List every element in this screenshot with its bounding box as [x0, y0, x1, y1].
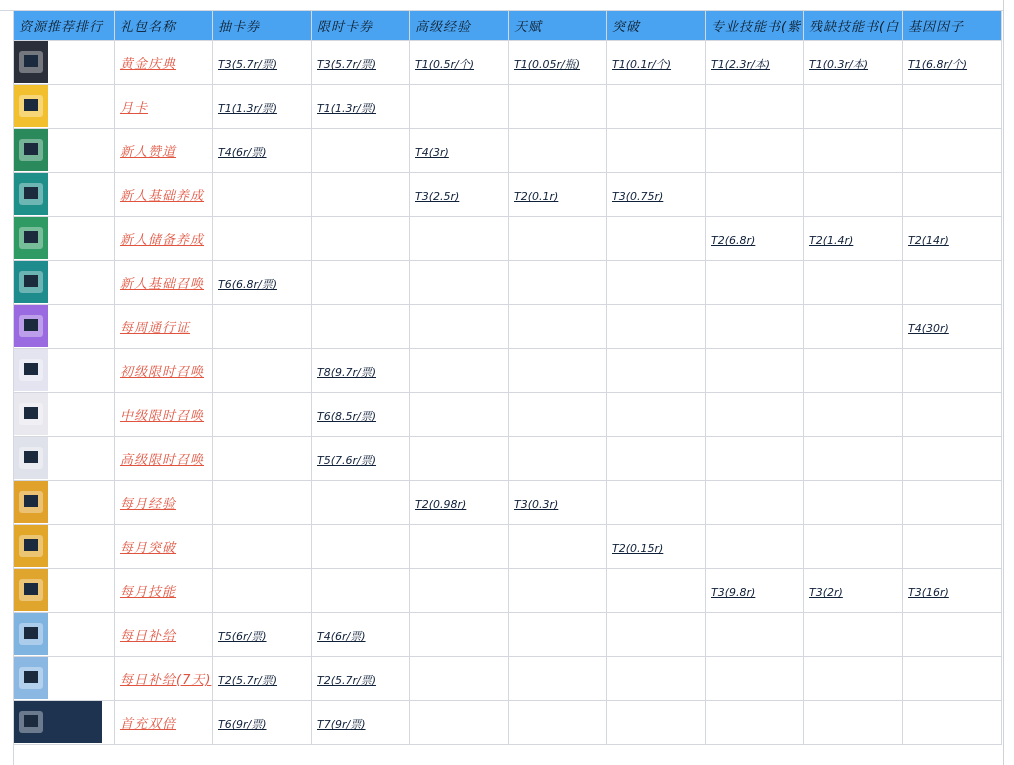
- value-text: T3(5.7r/票): [317, 58, 377, 71]
- value-cell[interactable]: [213, 173, 312, 217]
- value-cell[interactable]: [509, 569, 607, 613]
- value-cell[interactable]: [213, 41, 312, 85]
- value-cell[interactable]: [607, 613, 706, 657]
- value-text: T3(5.7r/票): [218, 58, 278, 71]
- value-cell[interactable]: [804, 569, 903, 613]
- table-row: [14, 261, 1002, 305]
- value-cell[interactable]: [607, 393, 706, 437]
- pack-name-link[interactable]: 月卡: [120, 101, 149, 116]
- value-cell[interactable]: [410, 569, 509, 613]
- monthly-card-icon: [14, 85, 48, 127]
- value-cell[interactable]: [607, 129, 706, 173]
- value-text: T6(9r/票): [218, 718, 267, 731]
- thumbnail-cell[interactable]: [14, 393, 115, 437]
- gift-box-icon: [14, 525, 48, 567]
- thumbnail-cell[interactable]: [14, 349, 115, 393]
- value-cell[interactable]: [509, 701, 607, 745]
- gift-box-icon: [14, 129, 48, 171]
- value-cell[interactable]: [410, 701, 509, 745]
- value-text: T3(2.5r): [415, 190, 460, 203]
- value-cell[interactable]: [509, 261, 607, 305]
- value-cell[interactable]: [607, 349, 706, 393]
- table-row: [14, 569, 1002, 613]
- row-header-gutter: [0, 10, 14, 765]
- pack-name-link[interactable]: 新人储备养成: [120, 233, 205, 248]
- supply-pack-icon: [14, 657, 48, 699]
- thumbnail-cell[interactable]: [14, 613, 115, 657]
- thumbnail-cell[interactable]: [14, 305, 115, 349]
- value-text: T2(5.7r/票): [218, 674, 278, 687]
- value-cell[interactable]: [706, 173, 804, 217]
- value-cell[interactable]: [509, 85, 607, 129]
- value-cell[interactable]: [509, 657, 607, 701]
- value-cell[interactable]: [804, 481, 903, 525]
- value-cell[interactable]: [312, 129, 410, 173]
- value-cell[interactable]: [607, 261, 706, 305]
- value-text: T5(7.6r/票): [317, 454, 377, 467]
- value-cell[interactable]: [607, 657, 706, 701]
- value-text: T3(16r): [908, 586, 949, 599]
- pack-name-cell[interactable]: [115, 217, 213, 261]
- value-cell[interactable]: [607, 85, 706, 129]
- value-text: T6(6.8r/票): [218, 278, 278, 291]
- value-cell[interactable]: [410, 349, 509, 393]
- value-cell[interactable]: [706, 393, 804, 437]
- value-cell[interactable]: [410, 217, 509, 261]
- column-header[interactable]: 礼包名称: [115, 11, 213, 41]
- value-cell[interactable]: [213, 85, 312, 129]
- value-cell[interactable]: [312, 173, 410, 217]
- value-cell[interactable]: [903, 701, 1002, 745]
- value-cell[interactable]: [706, 41, 804, 85]
- value-cell[interactable]: [509, 613, 607, 657]
- value-cell[interactable]: [410, 613, 509, 657]
- pack-name-link[interactable]: 每日补给: [120, 629, 177, 644]
- pack-name-cell[interactable]: [115, 525, 213, 569]
- value-cell[interactable]: [312, 657, 410, 701]
- value-text: T1(1.3r/票): [317, 102, 377, 115]
- value-cell[interactable]: [213, 481, 312, 525]
- value-cell[interactable]: [509, 437, 607, 481]
- value-cell[interactable]: [607, 41, 706, 85]
- value-text: T2(6.8r): [711, 234, 756, 247]
- pack-name-cell[interactable]: [115, 481, 213, 525]
- value-cell[interactable]: [706, 437, 804, 481]
- value-cell[interactable]: [804, 129, 903, 173]
- gift-pack-table: [13, 10, 1002, 745]
- pack-name-link[interactable]: 每日补给(7天): [120, 673, 212, 688]
- thumbnail-cell[interactable]: [14, 85, 115, 129]
- thumbnail-cell[interactable]: [14, 437, 115, 481]
- table-row: [14, 217, 1002, 261]
- value-cell[interactable]: [903, 41, 1002, 85]
- pack-name-cell[interactable]: [115, 569, 213, 613]
- value-cell[interactable]: [903, 261, 1002, 305]
- value-cell[interactable]: [804, 525, 903, 569]
- pack-name-cell[interactable]: [115, 613, 213, 657]
- value-cell[interactable]: [706, 305, 804, 349]
- value-cell[interactable]: [804, 217, 903, 261]
- value-cell[interactable]: [410, 393, 509, 437]
- value-text: T2(0.98r): [415, 498, 467, 511]
- value-text: T8(9.7r/票): [317, 366, 377, 379]
- pack-name-cell[interactable]: [115, 393, 213, 437]
- pack-name-link[interactable]: 首充双倍: [120, 717, 177, 732]
- pack-name-link[interactable]: 每月经验: [120, 497, 177, 512]
- table-row: [14, 41, 1002, 85]
- value-cell[interactable]: [213, 393, 312, 437]
- column-header[interactable]: 残缺技能书(白: [804, 11, 903, 41]
- value-cell[interactable]: [607, 173, 706, 217]
- value-cell[interactable]: [804, 261, 903, 305]
- pack-name-cell[interactable]: [115, 701, 213, 745]
- value-cell[interactable]: [804, 613, 903, 657]
- thumbnail-cell[interactable]: [14, 525, 115, 569]
- value-cell[interactable]: [312, 261, 410, 305]
- gift-box-icon: [14, 217, 48, 259]
- value-text: T4(6r/票): [218, 146, 267, 159]
- value-cell[interactable]: [903, 217, 1002, 261]
- value-cell[interactable]: [706, 129, 804, 173]
- value-text: T3(0.75r): [612, 190, 664, 203]
- column-header[interactable]: 突破: [607, 11, 706, 41]
- value-cell[interactable]: [410, 261, 509, 305]
- value-cell[interactable]: [607, 701, 706, 745]
- value-cell[interactable]: [509, 305, 607, 349]
- value-cell[interactable]: [804, 305, 903, 349]
- value-cell[interactable]: [213, 217, 312, 261]
- value-cell[interactable]: [509, 173, 607, 217]
- value-cell[interactable]: [213, 657, 312, 701]
- pack-name-cell[interactable]: [115, 349, 213, 393]
- column-header[interactable]: 抽卡券: [213, 11, 312, 41]
- pack-name-cell[interactable]: [115, 437, 213, 481]
- gift-box-icon: [14, 173, 48, 215]
- pack-name-link[interactable]: 中级限时召唤: [120, 409, 205, 424]
- column-header[interactable]: 专业技能书(紫: [706, 11, 804, 41]
- value-text: T7(9r/票): [317, 718, 366, 731]
- value-text: T3(0.3r): [514, 498, 559, 511]
- value-cell[interactable]: [410, 173, 509, 217]
- value-cell[interactable]: [312, 481, 410, 525]
- value-cell[interactable]: [509, 129, 607, 173]
- banner-icon: [14, 701, 102, 743]
- value-cell[interactable]: [312, 349, 410, 393]
- table-row: [14, 393, 1002, 437]
- value-text: T5(6r/票): [218, 630, 267, 643]
- value-cell[interactable]: [213, 261, 312, 305]
- value-cell[interactable]: [213, 437, 312, 481]
- gift-box-icon: [14, 261, 48, 303]
- table-row: [14, 437, 1002, 481]
- pack-name-cell[interactable]: [115, 85, 213, 129]
- value-cell[interactable]: [410, 85, 509, 129]
- value-cell[interactable]: [213, 525, 312, 569]
- value-text: T2(5.7r/票): [317, 674, 377, 687]
- gift-box-icon: [14, 569, 48, 611]
- pack-name-cell[interactable]: [115, 173, 213, 217]
- value-cell[interactable]: [903, 525, 1002, 569]
- column-header[interactable]: 高级经验: [410, 11, 509, 41]
- table-row: [14, 701, 1002, 745]
- value-cell[interactable]: [706, 569, 804, 613]
- value-cell[interactable]: [312, 305, 410, 349]
- thumbnail-cell[interactable]: [14, 173, 115, 217]
- value-cell[interactable]: [903, 349, 1002, 393]
- table-row: [14, 85, 1002, 129]
- table-row: [14, 481, 1002, 525]
- value-text: T3(2r): [809, 586, 843, 599]
- value-cell[interactable]: [312, 701, 410, 745]
- value-cell[interactable]: [213, 701, 312, 745]
- value-cell[interactable]: [410, 129, 509, 173]
- value-cell[interactable]: [312, 41, 410, 85]
- value-cell[interactable]: [706, 261, 804, 305]
- value-cell[interactable]: [903, 657, 1002, 701]
- value-cell[interactable]: [903, 569, 1002, 613]
- column-header[interactable]: 限时卡券: [312, 11, 410, 41]
- value-cell[interactable]: [509, 481, 607, 525]
- value-text: T3(9.8r): [711, 586, 756, 599]
- value-cell[interactable]: [706, 525, 804, 569]
- value-text: T1(0.1r/个): [612, 58, 672, 71]
- value-cell[interactable]: [706, 217, 804, 261]
- pack-name-cell[interactable]: [115, 657, 213, 701]
- value-cell[interactable]: [312, 217, 410, 261]
- value-cell[interactable]: [706, 701, 804, 745]
- thumbnail-cell[interactable]: [14, 41, 115, 85]
- table-row: [14, 657, 1002, 701]
- value-cell[interactable]: [607, 217, 706, 261]
- value-text: T2(0.1r): [514, 190, 559, 203]
- value-text: T1(0.05r/瓶): [514, 58, 581, 71]
- value-cell[interactable]: [804, 701, 903, 745]
- pack-name-link[interactable]: 初级限时召唤: [120, 365, 205, 380]
- value-cell[interactable]: [213, 613, 312, 657]
- value-cell[interactable]: [410, 657, 509, 701]
- value-cell[interactable]: [312, 393, 410, 437]
- value-text: T4(6r/票): [317, 630, 366, 643]
- value-cell[interactable]: [213, 349, 312, 393]
- supply-pack-icon: [14, 613, 48, 655]
- value-cell[interactable]: [804, 657, 903, 701]
- vertical-scrollbar[interactable]: [1003, 0, 1014, 765]
- gift-box-icon: [14, 437, 48, 479]
- value-text: T4(30r): [908, 322, 949, 335]
- value-cell[interactable]: [804, 393, 903, 437]
- value-cell[interactable]: [410, 525, 509, 569]
- value-cell[interactable]: [903, 393, 1002, 437]
- table-row: [14, 613, 1002, 657]
- value-cell[interactable]: [706, 613, 804, 657]
- thumbnail-cell[interactable]: [14, 129, 115, 173]
- value-cell[interactable]: [410, 305, 509, 349]
- value-cell[interactable]: [213, 305, 312, 349]
- value-cell[interactable]: [410, 481, 509, 525]
- pack-name-link[interactable]: 新人基础召唤: [120, 277, 205, 292]
- header-row: [14, 11, 1002, 41]
- value-cell[interactable]: [607, 569, 706, 613]
- value-cell[interactable]: [410, 437, 509, 481]
- thumbnail-cell[interactable]: [14, 261, 115, 305]
- gift-box-icon: [14, 481, 48, 523]
- value-cell[interactable]: [312, 437, 410, 481]
- value-text: T2(1.4r): [809, 234, 854, 247]
- value-cell[interactable]: [903, 481, 1002, 525]
- value-cell[interactable]: [312, 613, 410, 657]
- gift-box-icon: [14, 349, 48, 391]
- value-text: T2(14r): [908, 234, 949, 247]
- column-header[interactable]: 基因因子: [903, 11, 1002, 41]
- pack-name-link[interactable]: 新人基础养成: [120, 189, 205, 204]
- value-text: T1(0.5r/个): [415, 58, 475, 71]
- value-cell[interactable]: [804, 437, 903, 481]
- pack-name-cell[interactable]: [115, 41, 213, 85]
- value-cell[interactable]: [706, 481, 804, 525]
- value-cell[interactable]: [509, 525, 607, 569]
- value-text: T1(2.3r/本): [711, 58, 771, 71]
- table-row: [14, 173, 1002, 217]
- value-cell[interactable]: [804, 41, 903, 85]
- value-text: T1(1.3r/票): [218, 102, 278, 115]
- value-cell[interactable]: [903, 85, 1002, 129]
- value-cell[interactable]: [312, 525, 410, 569]
- value-cell[interactable]: [903, 613, 1002, 657]
- value-cell[interactable]: [509, 393, 607, 437]
- gift-box-icon: [14, 305, 48, 347]
- pack-name-cell[interactable]: [115, 305, 213, 349]
- value-cell[interactable]: [804, 173, 903, 217]
- column-header[interactable]: 资源推荐排行: [14, 11, 115, 41]
- value-cell[interactable]: [706, 349, 804, 393]
- thumbnail-cell[interactable]: [14, 569, 115, 613]
- value-cell[interactable]: [706, 85, 804, 129]
- thumbnail-cell[interactable]: [14, 481, 115, 525]
- game-screenshot-icon: [14, 41, 48, 83]
- value-text: T6(8.5r/票): [317, 410, 377, 423]
- pack-name-link[interactable]: 新人赞道: [120, 145, 177, 160]
- value-cell[interactable]: [410, 41, 509, 85]
- pack-name-link[interactable]: 每月突破: [120, 541, 177, 556]
- value-cell[interactable]: [706, 657, 804, 701]
- thumbnail-cell[interactable]: [14, 657, 115, 701]
- value-cell[interactable]: [509, 41, 607, 85]
- table-row: [14, 525, 1002, 569]
- value-text: T1(6.8r/个): [908, 58, 968, 71]
- thumbnail-cell[interactable]: [14, 701, 115, 745]
- value-cell[interactable]: [312, 569, 410, 613]
- value-cell[interactable]: [804, 349, 903, 393]
- pack-name-link[interactable]: 高级限时召唤: [120, 453, 205, 468]
- value-cell[interactable]: [213, 129, 312, 173]
- value-text: T2(0.15r): [612, 542, 664, 555]
- table-row: [14, 129, 1002, 173]
- pack-name-cell[interactable]: [115, 261, 213, 305]
- value-cell[interactable]: [509, 349, 607, 393]
- table-row: [14, 349, 1002, 393]
- pack-name-link[interactable]: 黄金庆典: [120, 57, 177, 72]
- value-cell[interactable]: [312, 85, 410, 129]
- value-cell[interactable]: [903, 437, 1002, 481]
- value-cell[interactable]: [903, 129, 1002, 173]
- pack-name-cell[interactable]: [115, 129, 213, 173]
- pack-name-link[interactable]: 每周通行证: [120, 321, 191, 336]
- thumbnail-cell[interactable]: [14, 217, 115, 261]
- value-cell[interactable]: [607, 525, 706, 569]
- value-text: T1(0.3r/本): [809, 58, 869, 71]
- table-row: [14, 305, 1002, 349]
- value-cell[interactable]: [213, 569, 312, 613]
- value-cell[interactable]: [903, 305, 1002, 349]
- value-text: T4(3r): [415, 146, 449, 159]
- value-cell[interactable]: [903, 173, 1002, 217]
- pack-name-link[interactable]: 每月技能: [120, 585, 177, 600]
- gift-box-icon: [14, 393, 48, 435]
- value-cell[interactable]: [509, 217, 607, 261]
- value-cell[interactable]: [607, 305, 706, 349]
- column-header[interactable]: 天赋: [509, 11, 607, 41]
- value-cell[interactable]: [607, 481, 706, 525]
- value-cell[interactable]: [804, 85, 903, 129]
- value-cell[interactable]: [607, 437, 706, 481]
